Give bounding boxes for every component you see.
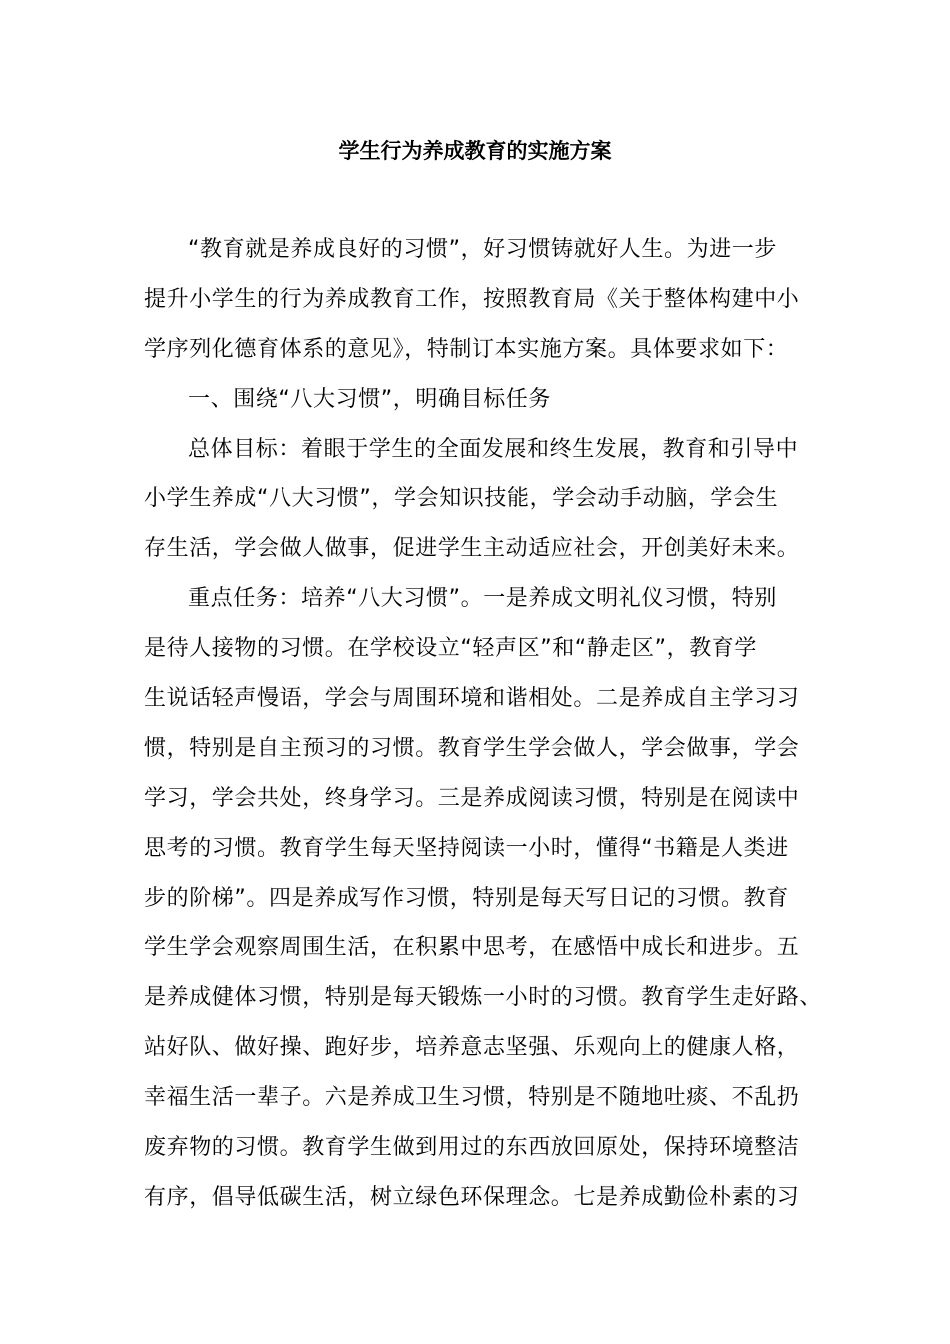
body-line: 废弃物的习惯。教育学生做到用过的东西放回原处，保持环境整洁 — [144, 1135, 800, 1161]
body-line: 总体目标：着眼于学生的全面发展和终生发展，教育和引导中 — [188, 436, 799, 462]
body-line: 是待人接物的习惯。在学校设立“轻声区”和“静走区”，教育学 — [144, 636, 757, 662]
document-title: 学生行为养成教育的实施方案 — [338, 139, 612, 163]
body-line: 思考的习惯。教育学生每天坚持阅读一小时，懂得“书籍是人类进 — [144, 835, 789, 861]
body-line: 步的阶梯”。四是养成写作习惯，特别是每天写日记的习惯。教育 — [144, 885, 789, 911]
body-line: 学序列化德育体系的意见》，特制订本实施方案。具体要求如下： — [144, 336, 789, 362]
body-line: 学习，学会共处，终身学习。三是养成阅读习惯，特别是在阅读中 — [144, 785, 800, 811]
body-line: “教育就是养成良好的习惯”，好习惯铸就好人生。为进一步 — [188, 237, 777, 262]
document-body — [144, 230, 824, 1228]
body-line: 是养成健体习惯，特别是每天锻炼一小时的习惯。教育学生走好路、 — [144, 985, 823, 1011]
body-line: 提升小学生的行为养成教育工作，按照教育局《关于整体构建中小 — [144, 286, 800, 312]
body-line: 一、围绕“八大习惯”，明确目标任务 — [188, 386, 551, 412]
body-line: 惯，特别是自主预习的习惯。教育学生学会做人，学会做事，学会 — [144, 735, 800, 761]
body-line: 存生活，学会做人做事，促进学生主动适应社会，开创美好未来。 — [144, 536, 800, 562]
body-line: 站好队、做好操、跑好步，培养意志坚强、乐观向上的健康人格， — [144, 1035, 800, 1061]
body-line: 幸福生活一辈子。六是养成卫生习惯，特别是不随地吐痰、不乱扔 — [144, 1085, 800, 1111]
body-line: 生说话轻声慢语，学会与周围环境和谐相处。二是养成自主学习习 — [144, 686, 800, 712]
body-line: 小学生养成“八大习惯”，学会知识技能，学会动手动脑，学会生 — [144, 486, 779, 512]
body-line: 重点任务：培养“八大习惯”。一是养成文明礼仪习惯，特别 — [188, 586, 777, 612]
body-line: 学生学会观察周围生活，在积累中思考，在感悟中成长和进步。五 — [144, 935, 800, 961]
body-line: 有序，倡导低碳生活，树立绿色环保理念。七是养成勤俭朴素的习 — [144, 1184, 800, 1210]
